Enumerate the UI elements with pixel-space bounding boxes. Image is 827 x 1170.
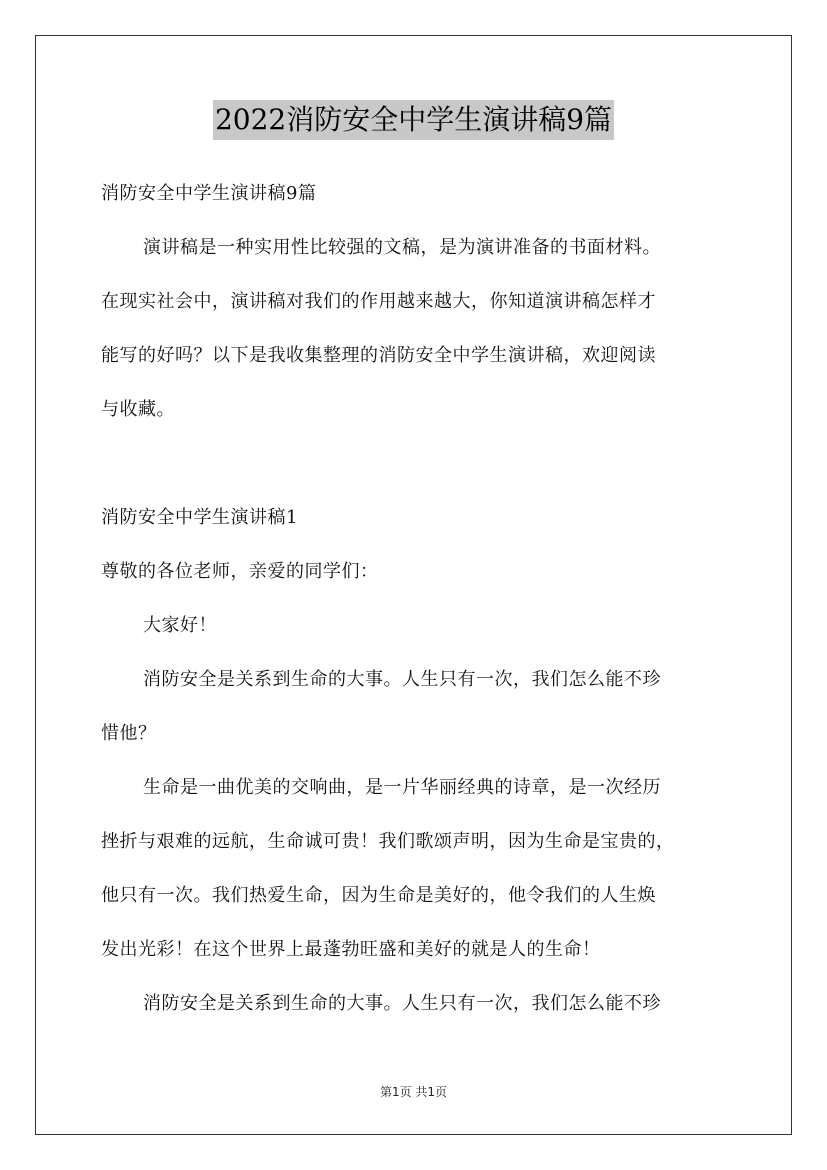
section-gap	[101, 428, 741, 500]
intro-line: 能写的好吗？以下是我收集整理的消防安全中学生演讲稿，欢迎阅读	[101, 345, 656, 366]
intro-line: 演讲稿是一种实用性比较强的文稿，是为演讲准备的书面材料。	[143, 237, 661, 258]
title-container	[0, 100, 827, 140]
paragraph-line: 消防安全是关系到生命的大事。人生只有一次，我们怎么能不珍	[143, 993, 661, 1014]
paragraph-line: 挫折与艰难的远航，生命诚可贵！我们歌颂声明，因为生命是宝贵的，	[101, 831, 675, 852]
greeting: 大家好！	[143, 615, 217, 636]
document-title: 2022消防安全中学生演讲稿9篇	[213, 100, 614, 140]
intro-line: 在现实社会中，演讲稿对我们的作用越来越大，你知道演讲稿怎样才	[101, 291, 656, 312]
page-footer: 第1页 共1页	[379, 1085, 448, 1099]
paragraph-line: 生命是一曲优美的交响曲，是一片华丽经典的诗章，是一次经历	[143, 777, 661, 798]
paragraph-line: 惜他？	[101, 723, 157, 744]
salutation: 尊敬的各位老师，亲爱的同学们：	[101, 561, 379, 582]
paragraph-line: 消防安全是关系到生命的大事。人生只有一次，我们怎么能不珍	[143, 669, 661, 690]
intro-line: 与收藏。	[101, 399, 175, 420]
document-body	[101, 176, 741, 1022]
paragraph-line: 他只有一次。我们热爱生命，因为生命是美好的，他令我们的人生焕	[101, 885, 656, 906]
paragraph-line: 发出光彩！在这个世界上最蓬勃旺盛和美好的就是人的生命！	[101, 939, 601, 960]
section-heading: 消防安全中学生演讲稿1	[101, 507, 298, 528]
intro-subtitle: 消防安全中学生演讲稿9篇	[101, 183, 317, 204]
